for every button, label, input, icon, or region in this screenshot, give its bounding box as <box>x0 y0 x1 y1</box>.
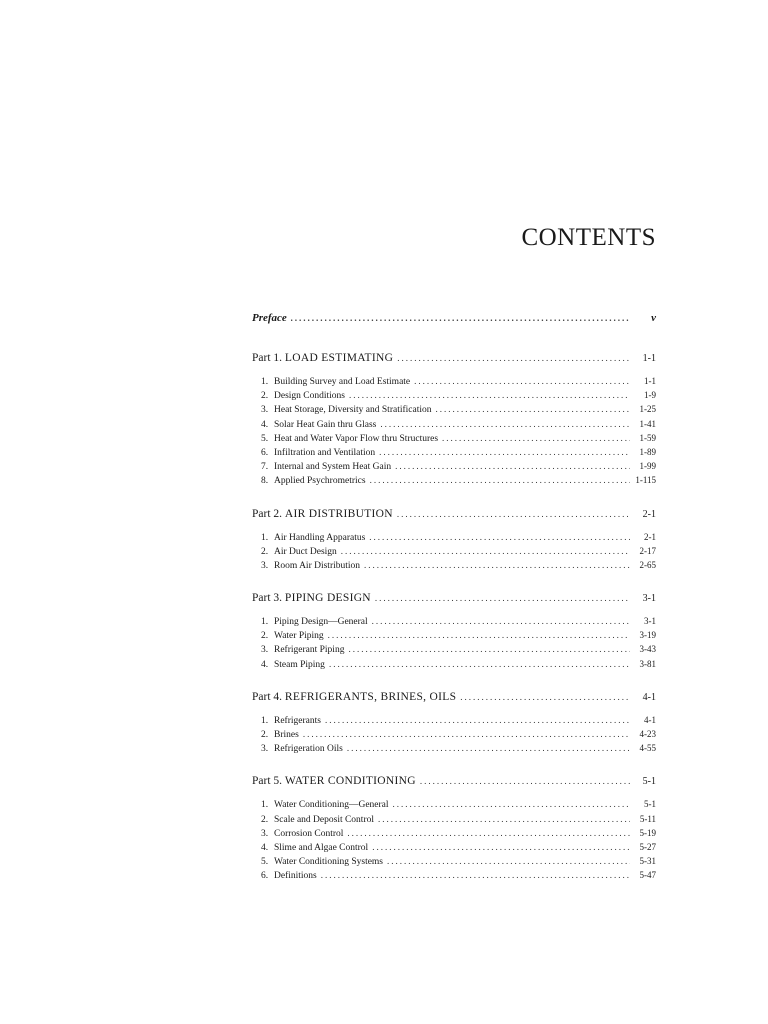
toc-page-number: 3-43 <box>639 644 656 655</box>
toc-page-number: 2-65 <box>639 559 656 570</box>
toc-entry-label <box>261 800 389 810</box>
toc-entry[interactable] <box>252 644 656 658</box>
toc-entry-label <box>261 561 360 571</box>
dot-leader <box>436 404 631 414</box>
toc-entry-title: Applied Psychrometrics <box>274 476 366 487</box>
toc-entry-label <box>261 631 324 641</box>
toc-entry-label <box>261 660 325 670</box>
toc-entry-number: 4. <box>261 659 269 670</box>
toc-entry-number: 7. <box>261 462 269 473</box>
toc-page-number: 5-1 <box>644 799 656 810</box>
table-of-contents <box>252 312 656 885</box>
dot-leader <box>372 616 630 626</box>
toc-entry-label <box>261 377 410 387</box>
toc-part-heading[interactable] <box>252 775 656 793</box>
toc-entry-label <box>261 871 317 881</box>
toc-entry-number: 1. <box>261 617 269 628</box>
toc-entry[interactable] <box>252 814 656 828</box>
toc-part-heading[interactable] <box>252 691 656 709</box>
toc-entry[interactable] <box>252 828 656 842</box>
toc-entry[interactable] <box>252 475 656 489</box>
dot-leader <box>348 644 630 654</box>
toc-entry-number: 1. <box>261 377 269 387</box>
toc-entry-label <box>261 462 391 472</box>
toc-page-number: 3-1 <box>644 616 656 627</box>
toc-entry-title: Definitions <box>274 871 317 882</box>
toc-entry-number: 3. <box>261 405 269 416</box>
toc-page-number: 3-1 <box>642 593 656 605</box>
toc-part-label <box>252 352 393 364</box>
dot-leader <box>442 433 630 443</box>
toc-entry-title: Slime and Algae Control <box>274 842 369 853</box>
dot-leader <box>328 630 630 640</box>
toc-entry-label <box>261 815 374 825</box>
toc-entry[interactable] <box>252 447 656 461</box>
dot-leader <box>372 842 630 852</box>
toc-entry[interactable] <box>252 419 656 433</box>
toc-entry-label <box>261 547 337 557</box>
dot-leader <box>341 546 630 556</box>
toc-entry-label <box>261 448 375 458</box>
toc-page-number: 4-23 <box>639 729 656 739</box>
toc-entry[interactable] <box>252 729 656 743</box>
dot-leader <box>380 419 630 429</box>
toc-page-number: 1-25 <box>639 404 656 415</box>
toc-part-label <box>252 592 371 604</box>
part-title: REFRIGERANTS, BRINES, OILS <box>284 690 457 703</box>
toc-entry-title: Scale and Deposit Control <box>274 814 374 825</box>
dot-leader <box>325 715 630 725</box>
toc-page-number: 5-47 <box>639 870 656 881</box>
toc-entry-title: Water Conditioning Systems <box>274 857 384 868</box>
dot-leader <box>414 376 630 386</box>
dot-leader <box>347 828 630 838</box>
toc-page-number: 2-1 <box>644 531 656 542</box>
dot-leader <box>460 692 630 702</box>
part-title: WATER CONDITIONING <box>284 775 416 788</box>
dot-leader <box>369 532 630 542</box>
toc-page-number: 1-41 <box>639 418 656 429</box>
toc-entry-number: 2. <box>261 631 269 642</box>
toc-entry[interactable] <box>252 856 656 870</box>
toc-entry-title: Brines <box>274 730 299 740</box>
toc-entry-label <box>261 716 321 726</box>
toc-entry-title: Room Air Distribution <box>274 560 361 571</box>
toc-entry-number: 2. <box>261 814 269 825</box>
toc-page-number: 5-19 <box>639 827 656 838</box>
toc-entry-number: 3. <box>261 645 269 656</box>
toc-entry-title: Air Handling Apparatus <box>274 532 366 543</box>
dot-leader <box>420 776 630 786</box>
dot-leader <box>349 390 630 400</box>
toc-page-number: 1-1 <box>642 353 656 364</box>
toc-page-number: 4-1 <box>642 691 656 703</box>
toc-entry[interactable] <box>252 842 656 856</box>
dot-leader <box>375 593 630 603</box>
toc-entry-label: Preface <box>252 312 287 324</box>
part-prefix: Part 1. <box>252 352 283 364</box>
toc-entry[interactable] <box>252 390 656 404</box>
dot-leader <box>395 461 630 471</box>
dot-leader <box>387 856 630 866</box>
toc-entry[interactable] <box>252 461 656 475</box>
toc-page-number: 5-1 <box>642 776 656 788</box>
part-title: AIR DISTRIBUTION <box>284 507 393 520</box>
toc-page-number: 4-55 <box>639 743 656 754</box>
toc-entry[interactable] <box>252 404 656 418</box>
part-prefix: Part 5. <box>252 775 283 788</box>
toc-entry-title: Building Survey and Load Estimate <box>274 377 411 387</box>
toc-page-number: 1-99 <box>639 461 656 472</box>
toc-entry-label <box>261 533 365 543</box>
dot-leader <box>370 475 630 485</box>
toc-entry[interactable] <box>252 630 656 644</box>
toc-entry-title: Corrosion Control <box>274 828 344 839</box>
dot-leader <box>393 799 630 809</box>
toc-entry-label <box>261 434 438 444</box>
toc-entry[interactable] <box>252 799 656 813</box>
toc-entry-title: Heat Storage, Diversity and Stratification <box>274 405 432 416</box>
toc-page-number: 5-31 <box>639 856 656 867</box>
toc-entry-number: 3. <box>261 560 269 571</box>
page-title: CONTENTS <box>521 224 656 251</box>
toc-entry-number: 4. <box>261 842 269 853</box>
dot-leader <box>378 814 630 824</box>
toc-page-number: 5-11 <box>639 813 656 824</box>
toc-entry-title: Solar Heat Gain thru Glass <box>274 419 377 430</box>
toc-entry[interactable] <box>252 715 656 729</box>
toc-entry[interactable] <box>252 616 656 630</box>
dot-leader <box>321 870 630 880</box>
toc-entry[interactable] <box>252 560 656 574</box>
toc-entry-label <box>261 744 343 754</box>
toc-entry-label <box>261 829 343 839</box>
toc-part-heading[interactable] <box>252 508 656 526</box>
toc-entry-title: Internal and System Heat Gain <box>274 462 392 473</box>
part-prefix: Part 4. <box>252 690 283 703</box>
toc-entry-number: 5. <box>261 857 269 868</box>
toc-entry-number: 3. <box>261 828 269 839</box>
toc-entry-number: 5. <box>261 433 269 444</box>
toc-page-number: 3-81 <box>639 658 656 669</box>
toc-page-number: 1-89 <box>639 446 656 457</box>
toc-entry[interactable] <box>252 659 656 673</box>
toc-entry-number: 1. <box>261 715 269 726</box>
toc-part-heading[interactable] <box>252 592 656 610</box>
toc-entry-label <box>261 730 299 740</box>
toc-entry-label <box>261 843 368 853</box>
toc-entry[interactable] <box>252 532 656 546</box>
toc-part-heading[interactable] <box>252 352 656 370</box>
part-title: PIPING DESIGN <box>284 592 371 605</box>
toc-entry-number: 8. <box>261 476 269 487</box>
toc-page-number: 1-59 <box>639 432 656 443</box>
toc-entry-title: Design Conditions <box>274 391 345 402</box>
toc-entry-title: Piping Design—General <box>274 617 368 628</box>
toc-page-number: 2-17 <box>639 545 656 556</box>
toc-entry-title: Infiltration and Ventilation <box>274 447 376 458</box>
toc-entry-title: Water Conditioning—General <box>274 800 389 811</box>
toc-entry-number: 2. <box>261 391 269 402</box>
toc-entry-number: 6. <box>261 871 269 882</box>
toc-entry-number: 1. <box>261 532 269 543</box>
dot-leader <box>291 313 630 323</box>
toc-entry-number: 3. <box>261 744 269 755</box>
toc-page-number: v <box>651 312 656 324</box>
toc-entry-number: 6. <box>261 447 269 458</box>
dot-leader <box>329 659 630 669</box>
toc-entry-number: 4. <box>261 419 269 430</box>
toc-entry-number: 2. <box>261 546 269 557</box>
toc-entry-label <box>261 617 368 627</box>
toc-entry-title: Refrigeration Oils <box>274 744 343 755</box>
toc-page-number: 3-19 <box>639 630 656 641</box>
part-title: LOAD ESTIMATING <box>284 352 394 364</box>
toc-entry-title: Refrigerants <box>274 715 321 726</box>
toc-entry-number: 1. <box>261 800 269 811</box>
toc-page-number: 2-1 <box>642 508 656 520</box>
toc-entry-number: 2. <box>261 730 269 740</box>
part-prefix: Part 2. <box>252 507 283 520</box>
dot-leader <box>397 509 630 519</box>
toc-entry-label <box>261 476 366 486</box>
dot-leader <box>379 447 630 457</box>
toc-page-number: 1-1 <box>644 376 656 386</box>
toc-part-label <box>252 508 393 520</box>
toc-entry-label <box>261 405 432 415</box>
dot-leader <box>364 560 630 570</box>
toc-page-number: 1-115 <box>635 475 656 486</box>
toc-entry[interactable] <box>252 546 656 560</box>
toc-entry-label <box>261 391 345 401</box>
toc-entry[interactable] <box>252 376 656 390</box>
toc-page-number: 4-1 <box>644 714 656 725</box>
toc-part-label <box>252 691 456 703</box>
toc-page-number: 5-27 <box>639 841 656 852</box>
toc-entry[interactable] <box>252 870 656 884</box>
toc-entry-title: Water Piping <box>274 631 324 642</box>
toc-entry-label <box>261 420 376 430</box>
toc-entry-title: Steam Piping <box>274 659 325 670</box>
dot-leader <box>303 729 630 739</box>
dot-leader <box>347 743 630 753</box>
toc-entry-title: Refrigerant Piping <box>274 645 345 656</box>
toc-part-label <box>252 775 416 787</box>
toc-entry-preface[interactable] <box>252 312 656 334</box>
toc-entry-title: Air Duct Design <box>274 546 337 557</box>
toc-entry-label <box>261 645 344 655</box>
toc-entry[interactable] <box>252 433 656 447</box>
part-prefix: Part 3. <box>252 592 283 605</box>
toc-entry[interactable] <box>252 743 656 757</box>
toc-entry-title: Heat and Water Vapor Flow thru Structures <box>274 433 439 444</box>
dot-leader <box>397 353 630 363</box>
toc-page-number: 1-9 <box>644 390 656 401</box>
toc-entry-label <box>261 857 383 867</box>
